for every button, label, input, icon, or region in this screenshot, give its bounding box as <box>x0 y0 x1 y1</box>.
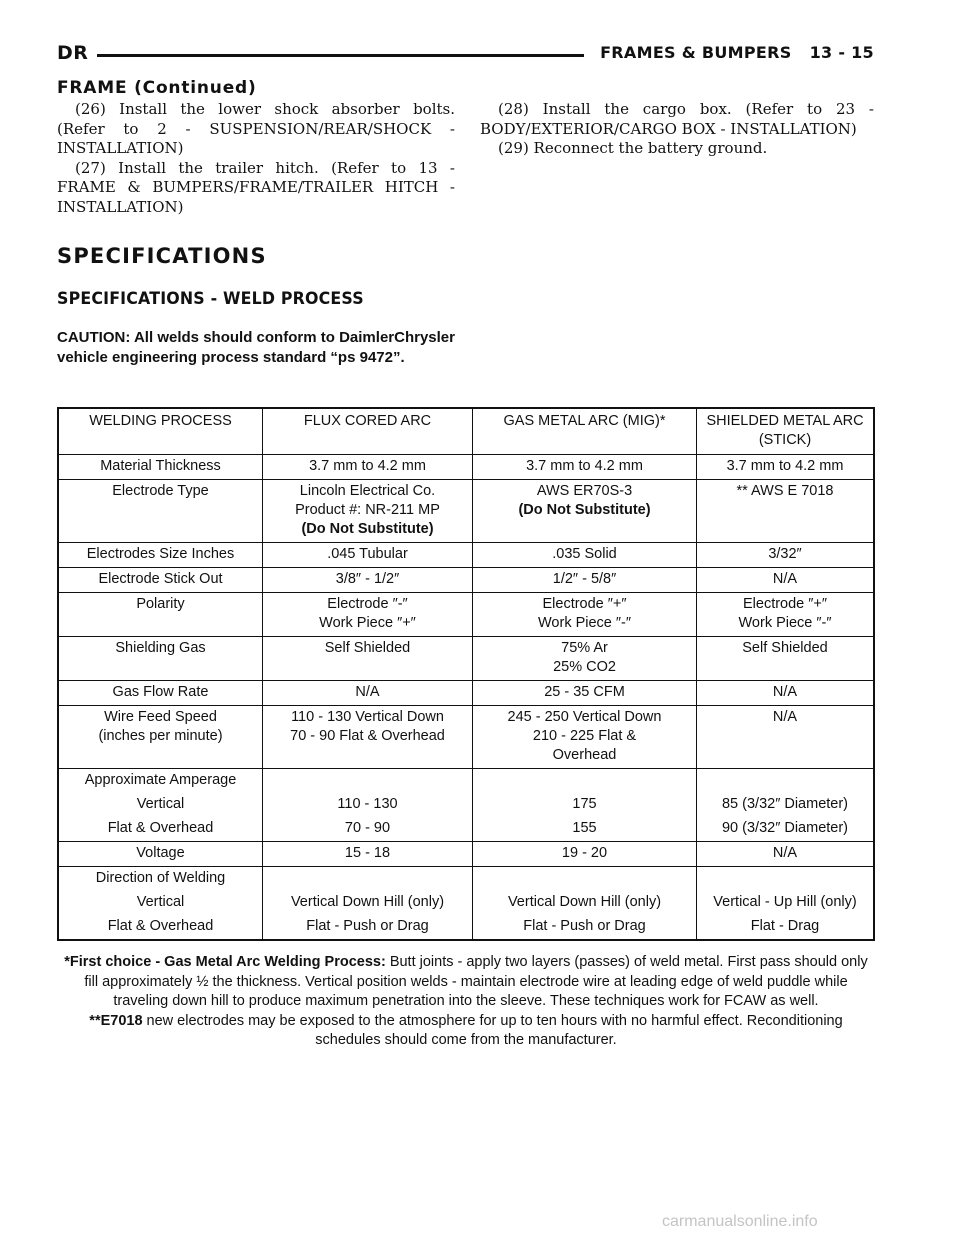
table-row <box>58 637 874 681</box>
cell-empty <box>473 867 697 892</box>
cell-value: .045 Tubular <box>263 543 473 568</box>
row-label: Electrodes Size Inches <box>86 546 235 562</box>
row-label: Shielding Gas <box>115 640 206 656</box>
cell-value <box>697 593 875 637</box>
cell-value: .035 Solid <box>473 543 697 568</box>
cell-value: 155 <box>473 817 697 842</box>
cell-empty <box>263 867 473 892</box>
cell-value: N/A <box>697 681 875 706</box>
footnote-first-choice <box>57 953 875 1012</box>
cell-line: Electrode ″-″ <box>327 596 408 612</box>
cell-line: Lincoln Electrical Co. <box>299 483 436 499</box>
cell-empty <box>263 769 473 794</box>
cell-line: 25% CO2 <box>553 659 616 675</box>
right-column <box>480 100 874 159</box>
watermark: carmanualsonline.info <box>662 1213 818 1230</box>
row-label: Voltage <box>136 845 185 861</box>
page-number: 13 - 15 <box>809 43 874 62</box>
header-rule <box>97 54 584 57</box>
cell-value: 3.7 mm to 4.2 mm <box>473 455 697 480</box>
cell-line: Overhead <box>552 747 617 763</box>
header-shielded-metal-arc: SHIELDED METAL ARC (STICK) <box>697 408 875 455</box>
caution-note: CAUTION: All welds should conform to DaimlerChrysler vehicle engineering process standard “ps 9472”. <box>57 329 455 366</box>
table-row <box>58 915 874 940</box>
cell-value: 15 - 18 <box>263 842 473 867</box>
cell-value: N/A <box>697 568 875 593</box>
step-29: (29) Reconnect the battery ground. <box>498 139 768 157</box>
cell-value: N/A <box>697 706 875 769</box>
cell-value <box>263 593 473 637</box>
cell-value: Flat - Push or Drag <box>473 915 697 940</box>
cell-empty <box>697 769 875 794</box>
footnote-text: Butt joints - apply two layers (passes) of weld metal. First pass should only fill approximately ½ the thickness. Vertical position welds - maintain electrode wire at leading edge of weld puddle while traveling down hill to produce maximum penetration into the sleeve. These techniques work for FCAW as well. <box>84 954 868 1009</box>
cell-line: 110 - 130 Vertical Down <box>291 709 444 725</box>
cell-line: 75% Ar <box>561 640 608 656</box>
cell-line: Electrode ″+″ <box>542 596 627 612</box>
header-right <box>600 43 874 62</box>
step-27: (27) Install the trailer hitch. (Refer to 13 - FRAME & BUMPERS/FRAME/TRAILER HITCH - INSTALLATION) <box>57 158 455 216</box>
cell-empty <box>473 769 697 794</box>
cell-line: (inches per minute) <box>98 728 223 744</box>
cell-line: 210 - 225 Flat & <box>532 728 637 744</box>
sub-row-label: Vertical <box>136 796 185 812</box>
cell-value: ** AWS E 7018 <box>697 480 875 543</box>
section-continued-title: FRAME (Continued) <box>57 78 257 98</box>
row-label: Electrode Stick Out <box>98 571 223 587</box>
cell-value: 19 - 20 <box>473 842 697 867</box>
cell-value: Vertical Down Hill (only) <box>263 891 473 915</box>
cell-value: 3.7 mm to 4.2 mm <box>263 455 473 480</box>
table-row <box>58 817 874 842</box>
do-not-substitute-note: (Do Not Substitute) <box>301 521 434 537</box>
cell-line: Wire Feed Speed <box>104 709 217 725</box>
row-label: Gas Flow Rate <box>112 684 209 700</box>
cell-line: Work Piece ″+″ <box>319 615 416 631</box>
row-label: Electrode Type <box>112 483 209 499</box>
header-welding-process: WELDING PROCESS <box>58 408 263 455</box>
cell-value <box>473 706 697 769</box>
cell-value: 175 <box>473 793 697 817</box>
specifications-heading: SPECIFICATIONS <box>57 244 267 268</box>
cell-line: Product #: NR-211 MP <box>295 502 440 518</box>
cell-value: Flat - Push or Drag <box>263 915 473 940</box>
step-26: (26) Install the lower shock absorber bolts. (Refer to 2 - SUSPENSION/REAR/SHOCK - INSTALLATION) <box>57 100 455 157</box>
cell-value: 90 (3/32″ Diameter) <box>697 817 875 842</box>
table-footnotes <box>57 953 875 1051</box>
cell-value <box>263 706 473 769</box>
manual-code: DR <box>57 42 89 64</box>
step-28: (28) Install the cargo box. (Refer to 23 - BODY/EXTERIOR/CARGO BOX - INSTALLATION) <box>480 100 874 138</box>
cell-value <box>473 637 697 681</box>
cell-value: 3/8″ - 1/2″ <box>263 568 473 593</box>
table-row <box>58 867 874 892</box>
row-label: Polarity <box>136 596 185 612</box>
table-row <box>58 793 874 817</box>
cell-value: Flat - Drag <box>697 915 875 940</box>
footnote-e7018 <box>57 1012 875 1051</box>
footnote-label: *First choice - Gas Metal Arc Welding Process: <box>64 954 386 970</box>
table-row <box>58 769 874 794</box>
cell-value: N/A <box>263 681 473 706</box>
table-row <box>58 455 874 480</box>
cell-value: Self Shielded <box>697 637 875 681</box>
cell-value: Vertical - Up Hill (only) <box>697 891 875 915</box>
table-header-row <box>58 408 874 455</box>
table-row <box>58 543 874 568</box>
cell-line: Work Piece ″-″ <box>538 615 631 631</box>
cell-value <box>473 480 697 543</box>
cell-line: 245 - 250 Vertical Down <box>507 709 662 725</box>
cell-value: 70 - 90 <box>263 817 473 842</box>
row-label: Direction of Welding <box>95 870 226 886</box>
cell-value: 85 (3/32″ Diameter) <box>697 793 875 817</box>
left-column <box>57 100 455 217</box>
footnote-text: new electrodes may be exposed to the atmosphere for up to ten hours with no harmful effect. Reconditioning schedules should come from the manufacturer. <box>146 1012 843 1048</box>
table-row <box>58 568 874 593</box>
do-not-substitute-note: (Do Not Substitute) <box>518 502 651 518</box>
cell-value <box>263 480 473 543</box>
cell-value: N/A <box>697 842 875 867</box>
cell-value: Vertical Down Hill (only) <box>473 891 697 915</box>
footnote-label: **E7018 <box>89 1012 143 1029</box>
cell-line: Work Piece ″-″ <box>738 615 832 631</box>
table-row <box>58 593 874 637</box>
cell-value: 3.7 mm to 4.2 mm <box>697 455 875 480</box>
cell-value: 110 - 130 <box>263 793 473 817</box>
chapter-title: FRAMES & BUMPERS <box>600 43 792 62</box>
row-label <box>58 706 263 769</box>
table-row <box>58 842 874 867</box>
row-label: Approximate Amperage <box>84 772 237 788</box>
sub-row-label: Flat & Overhead <box>107 820 214 836</box>
cell-value: 25 - 35 CFM <box>473 681 697 706</box>
sub-row-label: Flat & Overhead <box>107 918 214 934</box>
sub-row-label: Vertical <box>136 894 185 910</box>
cell-line: 70 - 90 Flat & Overhead <box>290 728 445 744</box>
weld-process-heading: SPECIFICATIONS - WELD PROCESS <box>57 289 364 309</box>
cell-value: 1/2″ - 5/8″ <box>473 568 697 593</box>
header-gas-metal-arc: GAS METAL ARC (MIG)* <box>473 408 697 455</box>
table-row <box>58 706 874 769</box>
cell-value: Self Shielded <box>263 637 473 681</box>
cell-value: 3/32″ <box>697 543 875 568</box>
table-row <box>58 480 874 543</box>
row-label: Material Thickness <box>100 458 221 474</box>
weld-spec-table <box>57 407 875 941</box>
table-row <box>58 681 874 706</box>
table-row <box>58 891 874 915</box>
cell-empty <box>697 867 875 892</box>
cell-value <box>473 593 697 637</box>
header-flux-cored-arc: FLUX CORED ARC <box>263 408 473 455</box>
cell-line: Electrode ″+″ <box>742 596 828 612</box>
cell-line: AWS ER70S-3 <box>536 483 633 499</box>
page-header <box>57 42 874 72</box>
